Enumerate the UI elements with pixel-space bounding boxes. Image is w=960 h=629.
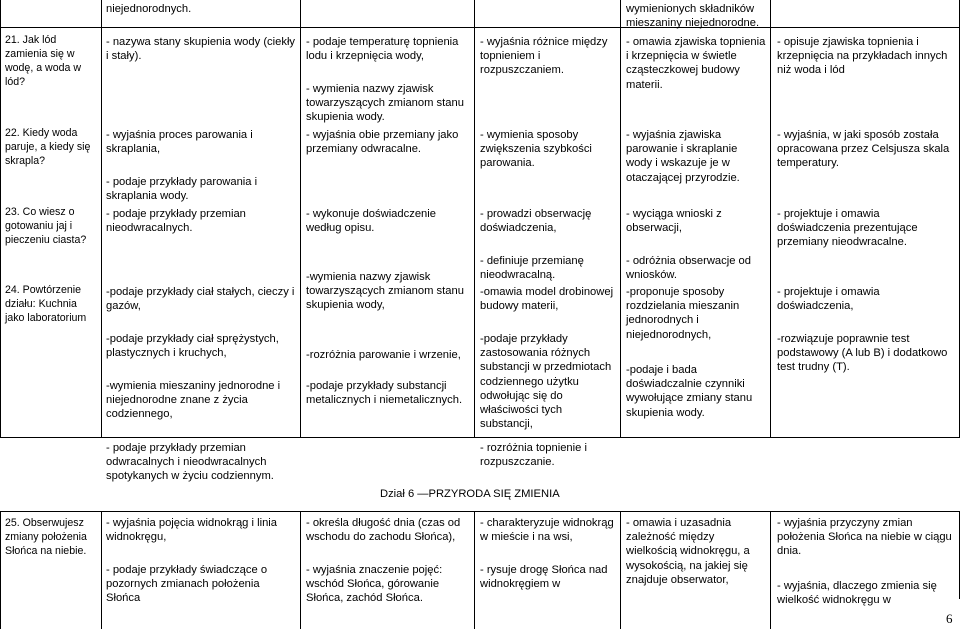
requirement-text: - wyjaśnia różnice między topnieniem i rozpuszczaniem. [480, 36, 608, 77]
requirement-text: -proponuje sposoby rozdzielania mieszanin jednorodnych i niejednorodnych, [626, 286, 740, 341]
requirement-text: - wymienia nazwy zjawisk towarzyszących zmianom stanu skupienia wody. [306, 83, 464, 124]
requirement-text: -wymienia mieszaniny jednorodne i niejednorodne znane z życia codziennego, [106, 380, 281, 421]
requirement-text: - definiuje przemianę nieodwracalną. [480, 255, 584, 282]
requirement-text: - projektuje i omawia doświadczenia, [777, 286, 880, 313]
requirement-text: - wyjaśnia zjawiska parowanie i skraplanie wody i wskazuje je w otaczającej przyrodzie. [626, 129, 740, 184]
requirement-text: - prowadzi obserwację doświadczenia, [480, 208, 592, 235]
requirement-text: - nazywa stany skupienia wody (ciekły i stały). [106, 36, 296, 63]
requirement-text: - rysuje drogę Słońca nad widnokręgiem w [480, 564, 608, 591]
requirement-text: - wyjaśnia obie przemiany jako przemiany odwracalne. [306, 129, 459, 156]
requirement-text: - omawia zjawiska topnienia i krzepnięcia w świetle cząsteczkowej budowy materii. [626, 36, 766, 91]
requirement-text: - wyjaśnia proces parowania i skraplania, [106, 129, 253, 156]
requirement-text: - wyjaśnia, dlaczego zmienia się wielkość widnokręgu w [777, 580, 937, 607]
requirement-text: - podaje przykłady przemian odwracalnych i nieodwracalnych spotykanych w życiu codziennym. [106, 442, 274, 483]
requirement-text: - podaje przykłady przemian nieodwracalnych. [106, 208, 246, 235]
requirement-text: - wyjaśnia, w jaki sposób została opracowana przez Celsjusza skala temperatury. [777, 129, 950, 170]
requirement-text: - projektuje i omawia doświadczenia prezentujące przemiany nieodwracalne. [777, 208, 918, 249]
requirement-text: niejednorodnych. [106, 3, 192, 15]
requirement-text: - wyjaśnia pojęcia widnokrąg i linia widnokręgu, [106, 517, 278, 544]
requirement-text: -podaje i bada doświadczalnie czynniki wywołujące zmiany stanu skupienia wody. [626, 364, 753, 419]
requirement-text: -podaje przykłady zastosowania różnych substancji w przedmiotach codziennego użytku odwołując się do właściwości tych substancji, [480, 333, 612, 431]
requirement-text: - podaje przykłady świadczące o pozornych zmianach położenia Słońca [106, 564, 268, 605]
requirement-text: -podaje przykłady substancji metalicznych i niemetalicznych. [306, 380, 463, 407]
requirement-text: -wymienia nazwy zjawisk towarzyszących zmianom stanu skupienia wody, [306, 271, 464, 312]
requirement-text: - wymienia sposoby zwiększenia szybkości parowania. [480, 129, 592, 170]
lesson-25-title: 25. Obserwujesz zmiany położenia Słońca na niebie. [5, 517, 87, 557]
requirement-text: -podaje przykłady ciał stałych, cieczy i gazów, [106, 286, 295, 313]
requirement-text: - opisuje zjawiska topnienia i krzepnięcia na przykładach innych niż woda i lód [777, 36, 948, 77]
requirement-text: - charakteryzuje widnokrąg w mieście i na wsi, [480, 517, 614, 544]
requirement-text: - odróżnia obserwacje od wniosków. [626, 255, 751, 282]
requirement-text: -omawia model drobinowej budowy materii, [480, 286, 614, 313]
requirement-text: wymienionych składników mieszaniny niejednorodne. [626, 3, 760, 30]
requirement-text: -rozróżnia parowanie i wrzenie, [306, 349, 461, 361]
requirement-text: - wyciąga wnioski z obserwacji, [626, 208, 722, 235]
requirement-text: - wykonuje doświadczenie według opisu. [306, 208, 436, 235]
lesson-21-title: 21. Jak lód zamienia się w wodę, a woda w lód? [5, 34, 81, 88]
requirement-text: - wyjaśnia przyczyny zmian położenia Słońca na niebie w ciągu dnia. [777, 517, 952, 558]
requirement-text: -rozwiązuje poprawnie test podstawowy (A lub B) i dodatkowo test trudny (T). [777, 333, 948, 374]
lesson-22-title: 22. Kiedy woda paruje, a kiedy się skrapla? [5, 127, 91, 167]
lesson-24-title: 24. Powtórzenie działu: Kuchnia jako laboratorium [5, 284, 87, 324]
page-number: 6 [946, 611, 953, 626]
requirement-text: - określa długość dnia (czas od wschodu do zachodu Słońca), [306, 517, 461, 544]
requirement-text: - podaje temperaturę topnienia lodu i krzepnięcia wody, [306, 36, 459, 63]
requirement-text: - omawia i uzasadnia zależność między wielkością widnokręgu, a wysokością, na jakiej się znajduje obserwator, [626, 517, 750, 586]
requirement-text: - rozróżnia topnienie i rozpuszczanie. [480, 442, 587, 469]
section-title: Dział 6 —PRZYRODA SIĘ ZMIENIA [380, 488, 560, 500]
requirement-text: - podaje przykłady parowania i skraplania wody. [106, 176, 258, 203]
requirement-text: -podaje przykłady ciał sprężystych, plastycznych i kruchych, [106, 333, 279, 360]
lesson-23-title: 23. Co wiesz o gotowaniu jaj i pieczeniu ciasta? [5, 206, 87, 246]
requirement-text: - wyjaśnia znaczenie pojęć: wschód Słońca, górowanie Słońca, zachód Słońca. [306, 564, 443, 605]
